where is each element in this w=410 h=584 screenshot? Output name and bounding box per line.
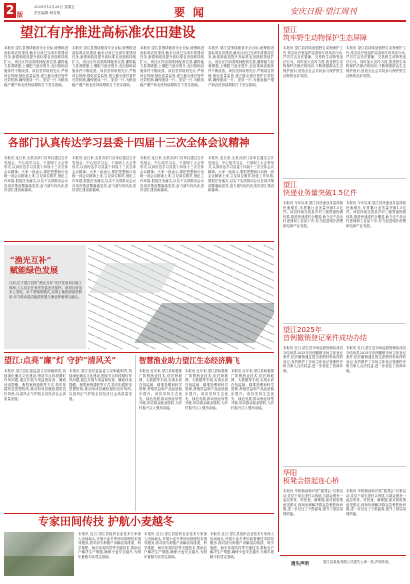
wildlife-body-col-2: 本报讯 望江县持续加强野生动物保护工作,常态化开展巡护巡查和专项执法行动,严厉打击非法猎捕、交易野生动物等违法行为。同时加大宣传力度,普及野生动物保护法律法规知识,不断增强群众生态保护意识,营造全社会共同参与保护野生动物的良好氛围。 — [346, 46, 406, 78]
divider — [4, 133, 274, 134]
registration-body-col-1: 本报讯 近日,望江县市场监督管理局成功办结该县2025年首例撤销市场主体登记案件,依法撤销通过提交虚假材料取得的登记,有效维护了市场主体登记管理秩序和当事人合法权益,进一步优化了营商环境。 — [283, 346, 343, 373]
article-bench-meeting — [283, 469, 406, 553]
express-body-col-2: 本报讯 今年以来,望江县快递业务量持续快速增长,年度累计业务量突破1.5亿件。该县持续完善县乡村三级寄递物流体系,推进快递进村全覆盖,助力农产品出村进城和工业品下乡,有力促进城乡消费和电商产业发展。 — [346, 201, 406, 228]
express-body-col-1: 本报讯 今年以来,望江县快递业务量持续快速增长,年度累计业务量突破1.5亿件。该县持续完善县乡村三级寄递物流体系,推进快递进村全覆盖,助力农产品出村进城和工业品下乡,有力促进城乡消费和电商产业发展。 — [283, 201, 343, 228]
headline-fishery: 智慧渔业助力望江生态经济腾飞 — [139, 356, 240, 365]
headline-farmland: 望江有序推进高标准农田建设 — [20, 25, 196, 41]
article-wildlife — [283, 26, 406, 176]
date-line: 2025年12月26日 星期五 — [34, 5, 75, 9]
photo-water — [89, 263, 176, 293]
headline-plenary: 各部门认真传达学习县委十四届十三次全体会议精神 — [8, 137, 250, 149]
integrity-body-col-2: 本报讯 望江县纪委监委立足职能职责,持续深化廉洁文化建设,围绕节点时段紧盯作风问题,通过开展专项监督检查、廉政谈话提醒、典型案例通报等方式,筑牢拒腐防变思想防线,推动形成崇廉拒腐的良好风尚,以清风正气护航全县经济社会高质量发展。 — [69, 369, 132, 401]
article-express — [283, 181, 406, 321]
divider — [283, 466, 406, 467]
article-registration — [283, 326, 406, 464]
divider — [280, 555, 406, 556]
plenary-body-col-1: 本报讯 连日来,全县各部门各单位通过召开党组会、中心组学习会、干部职工大会等形式,认真传达学习县委十四届十三次全体会议精神。大家一致表示,要把思想和行动统一到会议精神上来,立足岗位职责,细化工作举措,狠抓任务落实,以实干实绩推动会议各项决策部署落地见效,奋力谱写现代化美好望江建设新篇章。 — [4, 156, 68, 193]
page-number: 2 — [5, 3, 15, 17]
headline-integrity: 望江:点亮“廉”灯 守护“清风关” — [4, 355, 117, 365]
paper-name: 安庆日报·望江周刊 — [290, 7, 357, 16]
page-tag: 版 — [17, 12, 24, 19]
divider — [283, 323, 406, 324]
divider — [4, 352, 274, 353]
divider — [4, 241, 274, 242]
divider — [135, 355, 136, 511]
article-plenary — [4, 136, 274, 240]
article-integrity — [4, 355, 132, 511]
masthead-rule — [4, 20, 406, 22]
headline-wheat: 专家田间传技 护航小麦越冬 — [38, 515, 174, 528]
wildlife-body-col-1: 本报讯 望江县持续加强野生动物保护工作,常态化开展巡护巡查和专项执法行动,严厉打击非法猎捕、交易野生动物等违法行为。同时加大宣传力度,普及野生动物保护法律法规知识,不断增强群众生态保护意识,营造全社会共同参与保护野生动物的良好氛围。 — [283, 46, 343, 78]
column-rule — [278, 24, 279, 552]
farmland-body-col-4: 本报讯 望江县围绕粮食安全目标,统筹推进高标准农田建设,截至目前已完成年度建设任务,新建和改造提升高标准农田面积持续扩大。项目区内沟渠路林配套完善,灌排能力显著增强,土壤肥力逐步提升,农田基础设施条件不断改善。该县坚持规划先行,严格项目管理,强化质量监管,建立健全建后管护长效机制,确保建成一片、见效一片,为粮食稳产增产和农民持续增收打下坚实基础。 — [208, 46, 274, 87]
article-fishery — [139, 355, 274, 511]
wheat-body-col-1: 本报讯 近日,望江县组织农业技术专家深入田间地头,开展小麦冬季田间管理技术指导服务,面对面为种植户讲解清沟排渍、科学施肥、病虫草害防控等关键技术,帮助农户解决生产难题,确保小麦安全越冬,为明年夏粮丰收奠定基础。 — [78, 532, 141, 559]
photo-panels — [134, 303, 274, 343]
bench-body-col-1: 本报讯 华阳镇创新开展“板凳会”议事活动,党员干部走进村头巷尾,与群众围坐一起拉家常、听民意、解难题,面对面收集意见建议,现场协调解决群众急难愁盼问题,进一步拉近了干群距离,提升了基层治理效能。 — [283, 489, 343, 516]
headline-express: 望江 快递业务量突破1.5亿件 — [283, 181, 358, 198]
section-name: 要 闻 — [174, 6, 206, 19]
fishery-body-col-3: 本报讯 近年来,望江县积极推广智慧渔业技术,依托物联网、大数据等手段,实现水质在线监测、精准投喂和科学管理,养殖效益和产品品质稳步提升。该县坚持生态优先、绿色发展,推动渔业转型升级,带动群众就业增收,为乡村振兴注入强劲动能。 — [231, 369, 274, 410]
article-farmland — [4, 24, 274, 132]
photo-headline: “渔光互补” 赋能绿色发展 — [10, 255, 58, 275]
editor-line: 责任编辑:杨雪桃 — [34, 11, 61, 15]
farmland-body-col-2: 本报讯 望江县围绕粮食安全目标,统筹推进高标准农田建设,截至目前已完成年度建设任务,新建和改造提升高标准农田面积持续扩大。项目区内沟渠路林配套完善,灌排能力显著增强,土壤肥力逐步提升,农田基础设施条件不断改善。该县坚持规划先行,严格项目管理,强化质量监管,建立健全建后管护长效机制,确保建成一片、见效一片,为粮食稳产增产和农民持续增收打下坚实基础。 — [72, 46, 136, 87]
divider — [283, 178, 406, 179]
farmland-body-col-1: 本报讯 望江县围绕粮食安全目标,统筹推进高标准农田建设,截至目前已完成年度建设任务,新建和改造提升高标准农田面积持续扩大。项目区内沟渠路林配套完善,灌排能力显著增强,土壤肥力逐步提升,农田基础设施条件不断改善。该县坚持规划先行,严格项目管理,强化质量监管,建立健全建后管护长效机制,确保建成一片、见效一片,为粮食稳产增产和农民持续增收打下坚实基础。 — [4, 46, 68, 87]
lost-notice — [283, 558, 406, 580]
plenary-body-col-2: 本报讯 连日来,全县各部门各单位通过召开党组会、中心组学习会、干部职工大会等形式,认真传达学习县委十四届十三次全体会议精神。大家一致表示,要把思想和行动统一到会议精神上来,立足岗位职责,细化工作举措,狠抓任务落实,以实干实绩推动会议各项决策部署落地见效,奋力谱写现代化美好望江建设新篇章。 — [72, 156, 136, 193]
photo-caption: 日前,位于望江县的“渔光互补”光伏发电项目施工现场,工人们正在有序安装光伏组件。该项目采用水上发电、水下养殖的模式,实现土地资源高效利用,有力推动清洁能源发展与渔业养殖相互融合。 — [9, 281, 82, 299]
headline-wildlife: 望江 筑牢野生动物保护生态屏障 — [283, 26, 367, 43]
masthead — [4, 3, 406, 19]
integrity-body-col-1: 本报讯 望江县纪委监委立足职能职责,持续深化廉洁文化建设,围绕节点时段紧盯作风问题,通过开展专项监督检查、廉政谈话提醒、典型案例通报等方式,筑牢拒腐防变思想防线,推动形成崇廉拒腐的良好风尚,以清风正气护航全县经济社会高质量发展。 — [4, 369, 66, 401]
photo-caption-box — [4, 245, 86, 349]
wheat-field-photo — [4, 532, 74, 576]
registration-body-col-2: 本报讯 近日,望江县市场监督管理局成功办结该县2025年首例撤销市场主体登记案件,依法撤销通过提交虚假材料取得的登记,有效维护了市场主体登记管理秩序和当事人合法权益,进一步优化了营商环境。 — [346, 346, 406, 373]
fishery-body-col-1: 本报讯 近年来,望江县积极推广智慧渔业技术,依托物联网、大数据等手段,实现水质在线监测、精准投喂和科学管理,养殖效益和产品品质稳步提升。该县坚持生态优先、绿色发展,推动渔业转型升级,带动群众就业增收,为乡村振兴注入强劲动能。 — [139, 369, 182, 410]
fishery-body-col-2: 本报讯 近年来,望江县积极推广智慧渔业技术,依托物联网、大数据等手段,实现水质在线监测、精准投喂和科学管理,养殖效益和产品品质稳步提升。该县坚持生态优先、绿色发展,推动渔业转型升级,带动群众就业增收,为乡村振兴注入强劲动能。 — [185, 369, 228, 410]
solar-fishery-photo — [88, 245, 274, 349]
farmland-body-col-3: 本报讯 望江县围绕粮食安全目标,统筹推进高标准农田建设,截至目前已完成年度建设任务,新建和改造提升高标准农田面积持续扩大。项目区内沟渠路林配套完善,灌排能力显著增强,土壤肥力逐步提升,农田基础设施条件不断改善。该县坚持规划先行,严格项目管理,强化质量监管,建立健全建后管护长效机制,确保建成一片、见效一片,为粮食稳产增产和农民持续增收打下坚实基础。 — [140, 46, 204, 87]
lost-notice-title: 遗失声明 — [291, 562, 309, 567]
headline-registration: 望江2025年 首例撤销登记案件成功办结 — [283, 326, 367, 343]
plenary-body-col-4: 本报讯 连日来,全县各部门各单位通过召开党组会、中心组学习会、干部职工大会等形式,认真传达学习县委十四届十三次全体会议精神。大家一致表示,要把思想和行动统一到会议精神上来,立足岗位职责,细化工作举措,狠抓任务落实,以实干实绩推动会议各项决策部署落地见效,奋力谱写现代化美好望江建设新篇章。 — [208, 156, 274, 193]
photo-ground — [4, 556, 74, 576]
bench-body-col-2: 本报讯 华阳镇创新开展“板凳会”议事活动,党员干部走进村头巷尾,与群众围坐一起拉家常、听民意、解难题,面对面收集意见建议,现场协调解决群众急难愁盼问题,进一步拉近了干群距离,提升了基层治理效能。 — [346, 489, 406, 516]
headline-bench-meeting: 华阳 板凳会搭起连心桥 — [283, 469, 339, 486]
lost-notice-body: 望江县某某有限公司遗失公章一枚,声明作废。 — [323, 560, 392, 564]
plenary-body-col-3: 本报讯 连日来,全县各部门各单位通过召开党组会、中心组学习会、干部职工大会等形式,认真传达学习县委十四届十三次全体会议精神。大家一致表示,要把思想和行动统一到会议精神上来,立足岗位职责,细化工作举措,狠抓任务落实,以实干实绩推动会议各项决策部署落地见效,奋力谱写现代化美好望江建设新篇章。 — [140, 156, 204, 193]
wheat-body-col-2: 本报讯 近日,望江县组织农业技术专家深入田间地头,开展小麦冬季田间管理技术指导服务,面对面为种植户讲解清沟排渍、科学施肥、病虫草害防控等关键技术,帮助农户解决生产难题,确保小麦安全越冬,为明年夏粮丰收奠定基础。 — [144, 532, 207, 559]
wheat-body-col-3: 本报讯 近日,望江县组织农业技术专家深入田间地头,开展小麦冬季田间管理技术指导服务,面对面为种植户讲解清沟排渍、科学施肥、病虫草害防控等关键技术,帮助农户解决生产难题,确保小麦安全越冬,为明年夏粮丰收奠定基础。 — [210, 532, 274, 559]
divider — [4, 513, 274, 514]
